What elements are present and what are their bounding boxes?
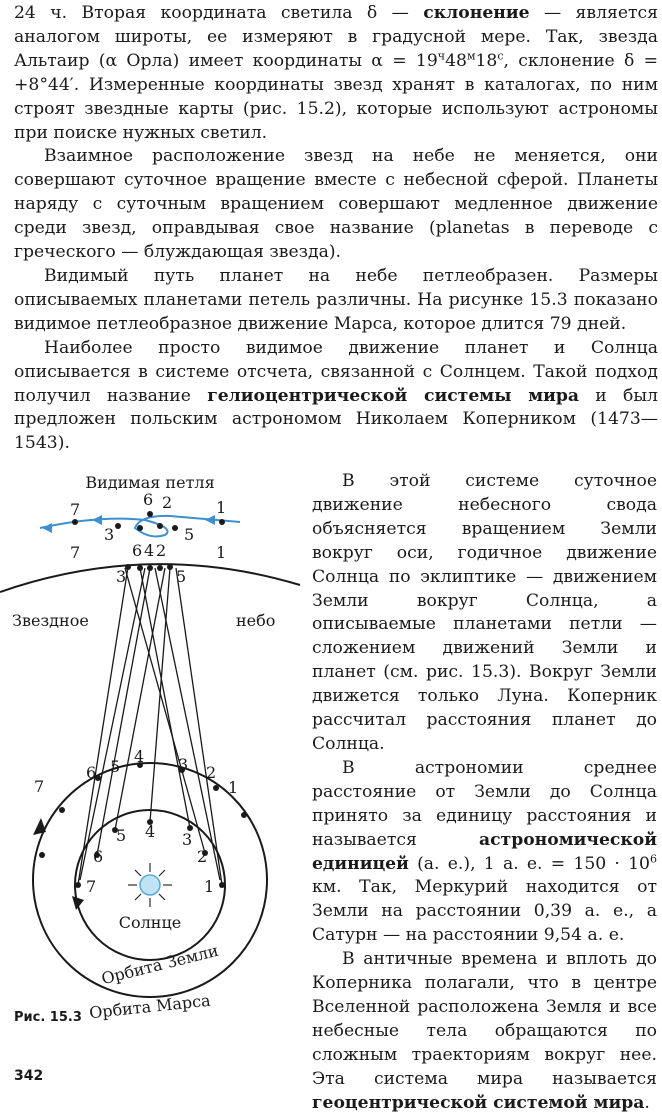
loop-number: 6 — [143, 490, 154, 509]
earth-number: 4 — [145, 822, 156, 841]
sky-number: 2 — [156, 541, 167, 560]
text-run: В античные времена и вплоть до Коперника полагали, что в центре Вселенной расположена Земля и все небесные тела обращаются по сложным траекториям вокруг нее. Эта система мира называется — [312, 949, 657, 1089]
sun-label: Солнце — [118, 913, 182, 932]
text-run: — является аналогом широты, ее измеряют в градусной мере. Так, звезда Альтаир (α Орла) имеет координаты α = 19 — [14, 3, 658, 71]
sky-number: 1 — [216, 543, 227, 562]
earth-number: 2 — [197, 847, 208, 866]
text-run: Взаимное расположение звезд на небе не меняется, они совершают суточное вращение вместе с небесной сферой. Планеты наряду с суточным вращением совершают медленное движение среди звезд, оправдывая свое название (planetas в переводе с греческого — блуждающая звезда). — [14, 146, 658, 263]
text-run: В астрономии среднее расстояние от Земли до Солнца принято за единицу расстояния и называется — [312, 757, 657, 850]
text-run: 18 — [475, 50, 498, 71]
text-run: км. Так, Меркурий находится от Земли на расстоянии 0,39 а. е., а Сатурн — на расстоянии 9,54 а. е. — [312, 877, 657, 946]
text-run: 48 — [445, 50, 467, 71]
paragraph — [14, 2, 658, 145]
figure-caption: Рис. 15.3 — [14, 1010, 82, 1025]
paragraph — [14, 265, 658, 337]
mars-number: 5 — [110, 757, 121, 776]
bold-term: геоцентрической системой мира — [312, 1092, 645, 1113]
text-run: Видимый путь планет на небе петлеобразен. Размеры описываемых планетами петель различны. На рисунке 15.3 показано видимое петлеобразное движение Марса, которое длится 79 дней. — [14, 265, 658, 334]
paragraph — [312, 757, 657, 948]
sky-label-right: небо — [236, 611, 276, 630]
sky-number: 4 — [144, 541, 155, 560]
sky-number: 6 — [132, 541, 143, 560]
loop-number: 1 — [216, 498, 227, 517]
text-run: и был предложен польским астрономом Николаем Коперником (1473—1543). — [14, 385, 658, 454]
superscript: ч — [437, 49, 446, 63]
mars-number: 7 — [34, 777, 45, 796]
earth-orbit-label: Орбита Земли — [99, 940, 221, 989]
earth-number: 3 — [182, 830, 193, 849]
paragraph — [312, 470, 657, 757]
text-run: В этой системе суточное движение небесного свода объясняется вращением Земли вокруг оси, годичное движение Солнца по эклиптике — движением Земли вокруг Солнца, а описываемые планетами петли — сложением движений Земли и планет (см. рис. 15.3). Вокруг Земли движется только Луна. Коперник рассчитал расстояния планет до Солнца. — [312, 471, 657, 754]
earth-number: 1 — [204, 877, 215, 896]
text-run: . — [644, 1092, 650, 1113]
loop-number: 5 — [184, 525, 195, 544]
paragraph — [312, 948, 657, 1115]
mars-number: 3 — [178, 755, 189, 774]
mars-orbit-label: Орбита Марса — [88, 990, 212, 1023]
superscript: с — [497, 49, 504, 63]
paragraph — [14, 337, 658, 457]
earth-number: 6 — [93, 847, 104, 866]
text-run: 24 ч. Вторая координата светила δ — — [14, 3, 424, 23]
mars-number: 1 — [228, 778, 239, 797]
sky-label-left: Звездное — [12, 611, 89, 630]
earth-number: 7 — [86, 877, 97, 896]
bold-term: склонение — [423, 3, 530, 23]
superscript: 6 — [650, 851, 657, 865]
text-run: Наиболее просто видимое движение планет и Солнца описывается в системе отсчета, связанной с Солнцем. Такой подход получил название — [14, 337, 658, 406]
mars-loop-figure — [0, 440, 310, 1050]
superscript: м — [466, 49, 476, 63]
sky-number: 3 — [116, 567, 127, 586]
mars-number: 2 — [206, 763, 217, 782]
mars-number: 4 — [134, 747, 145, 766]
full-width-text — [14, 2, 658, 456]
text-run: (а. е.), 1 а. е. = 150 · 10 — [408, 853, 650, 874]
mars-number: 6 — [86, 763, 97, 782]
text-run: , склонение δ = +8°44′. Измеренные координаты звезд хранят в каталогах, по ним строят звездные карты (рис. 15.2), которые используют астрономы при поиске нужных светил. — [14, 50, 658, 143]
loop-number: 2 — [162, 493, 173, 512]
bold-term: гелиоцентрической системы мира — [207, 385, 580, 406]
loop-label: Видимая петля — [85, 473, 215, 492]
paragraph — [14, 145, 658, 265]
loop-number: 7 — [70, 500, 81, 519]
earth-number: 5 — [116, 826, 127, 845]
page-number: 342 — [14, 1068, 44, 1084]
loop-number: 3 — [104, 525, 115, 544]
sky-number: 5 — [176, 567, 187, 586]
right-column-text — [312, 470, 657, 1115]
bold-term: астрономической единицей — [312, 829, 657, 874]
sight-line — [115, 568, 165, 830]
sky-number: 7 — [70, 543, 81, 562]
sun-icon — [140, 875, 160, 895]
